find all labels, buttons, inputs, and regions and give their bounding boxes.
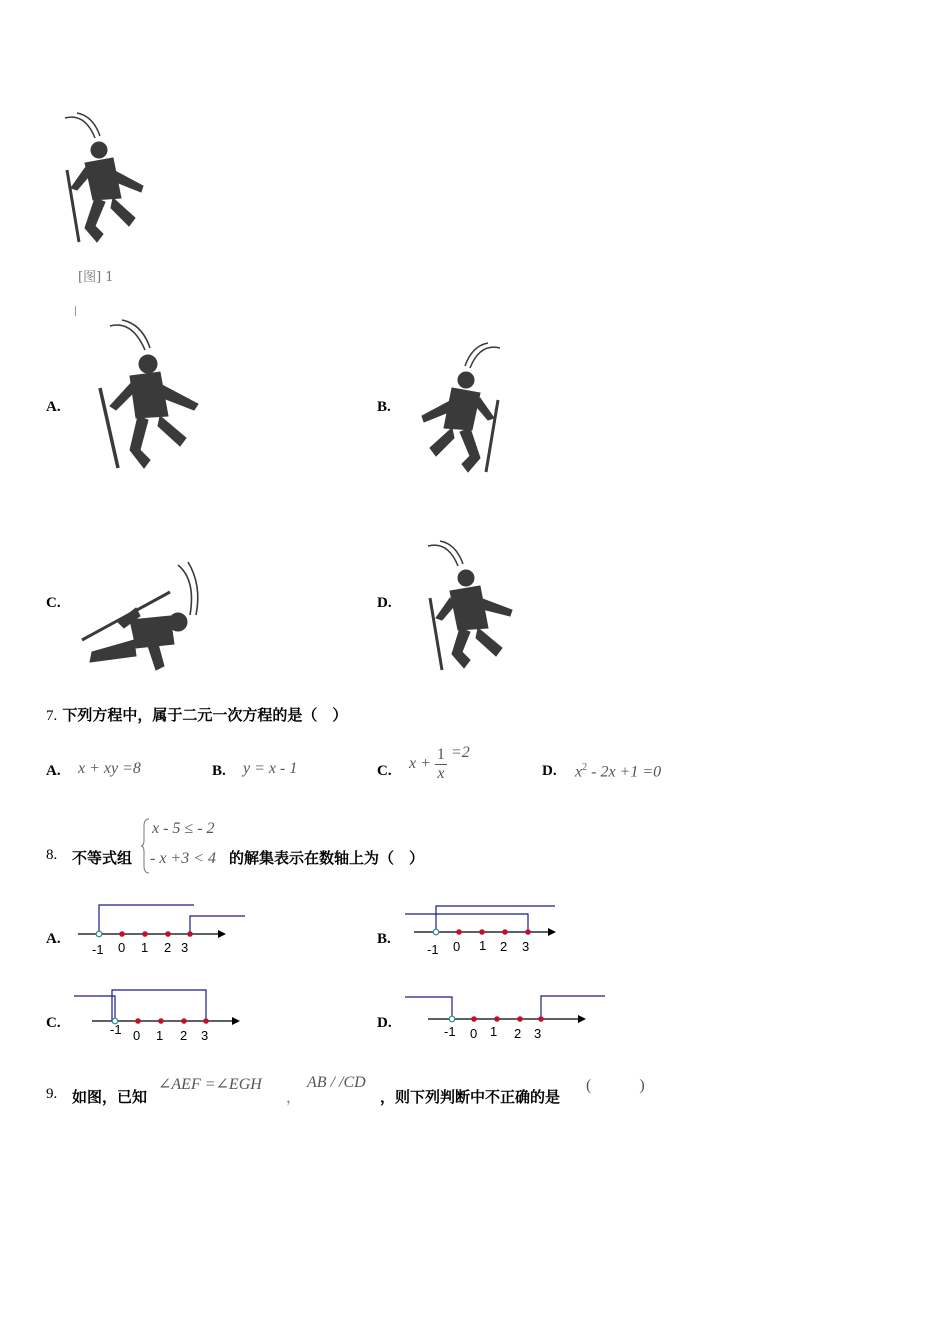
solid-point bbox=[165, 931, 171, 937]
solid-point bbox=[158, 1018, 164, 1024]
q8-option-b-label[interactable]: B. bbox=[377, 931, 391, 947]
q8-suffix: 的解集表示在数轴上为（ ） bbox=[229, 849, 425, 867]
solid-point bbox=[517, 1016, 523, 1022]
q9-suffix: ，则下列判断中不正确的是 bbox=[380, 1088, 561, 1106]
tick-label: 0 bbox=[453, 939, 461, 954]
q7-d-rest: - 2x +1 =0 bbox=[587, 763, 662, 781]
hollow-point bbox=[433, 929, 439, 935]
q7-option-a-equation[interactable]: x + xy =8 bbox=[78, 760, 141, 777]
q6-option-c-image[interactable] bbox=[78, 560, 203, 680]
q7-option-d-label[interactable]: D. bbox=[542, 763, 557, 779]
tick-label: -1 bbox=[444, 1024, 456, 1039]
q6-option-d-image[interactable] bbox=[418, 536, 518, 676]
q9-condition-parallel: AB / /CD bbox=[307, 1074, 366, 1091]
solution-bracket-right bbox=[112, 990, 206, 1021]
tick-label: -1 bbox=[110, 1022, 122, 1037]
q7-d-base: x bbox=[575, 763, 583, 781]
solution-bracket-right bbox=[436, 906, 555, 932]
solid-point bbox=[494, 1016, 500, 1022]
q8-option-d-number-line[interactable] bbox=[400, 984, 610, 1046]
q8-inequality-2: - x +3 < 4 bbox=[150, 850, 217, 867]
q7-d-exponent: 2 bbox=[582, 762, 588, 773]
q6-option-b-image[interactable] bbox=[410, 338, 510, 478]
solid-point bbox=[525, 929, 531, 935]
axis-arrow bbox=[218, 930, 226, 938]
solid-point bbox=[456, 929, 462, 935]
divider-mark bbox=[75, 306, 76, 316]
tick-label: 2 bbox=[500, 939, 508, 954]
q7-option-c-label[interactable]: C. bbox=[377, 763, 392, 779]
tick-label: 2 bbox=[164, 940, 172, 955]
tick-label: 1 bbox=[479, 938, 487, 953]
q8-option-b-number-line[interactable] bbox=[400, 898, 590, 960]
q7-c-fraction bbox=[435, 746, 447, 783]
q8-option-a-number-line[interactable] bbox=[70, 898, 260, 960]
tick-label: 1 bbox=[490, 1024, 498, 1039]
solid-point bbox=[181, 1018, 187, 1024]
solid-point bbox=[203, 1018, 209, 1024]
q6-option-a-image[interactable] bbox=[90, 318, 205, 473]
q8-inequality-1: x - 5 ≤ - 2 bbox=[152, 820, 215, 837]
q8-prefix: 不等式组 bbox=[72, 849, 133, 867]
tick-label: -1 bbox=[427, 942, 439, 957]
tick-label: 1 bbox=[141, 940, 149, 955]
q7-number: 7. bbox=[46, 708, 58, 724]
q8-option-a-label[interactable]: A. bbox=[46, 931, 61, 947]
q7-option-a-label[interactable]: A. bbox=[46, 763, 61, 779]
solid-point bbox=[142, 931, 148, 937]
solid-point bbox=[538, 1016, 544, 1022]
tick-label: 2 bbox=[180, 1028, 188, 1043]
q7-c-denominator: x bbox=[437, 765, 445, 782]
q8-option-c-label[interactable]: C. bbox=[46, 1015, 61, 1031]
q6-option-a-label[interactable]: A. bbox=[46, 399, 61, 415]
tick-label: 2 bbox=[514, 1026, 522, 1041]
solid-point bbox=[119, 931, 125, 937]
q8-option-c-number-line[interactable] bbox=[70, 984, 250, 1046]
q8-number: 8. bbox=[46, 847, 58, 863]
q8-system-brace bbox=[140, 818, 150, 874]
q7-c-numerator: 1 bbox=[436, 746, 445, 763]
tick-label: 3 bbox=[534, 1026, 542, 1041]
solid-point bbox=[187, 931, 193, 937]
figure-1-caption: [图] 1 bbox=[78, 270, 114, 285]
q8-option-d-label[interactable]: D. bbox=[377, 1015, 392, 1031]
solution-bracket-left bbox=[74, 996, 115, 1021]
figure-1-monkey-king-image bbox=[55, 108, 155, 248]
q7-stem: 下列方程中，属于二元一次方程的是（ ） bbox=[62, 706, 348, 724]
q7-c-rhs: =2 bbox=[450, 744, 470, 761]
axis-arrow bbox=[232, 1017, 240, 1025]
solution-bracket-left bbox=[405, 997, 452, 1019]
tick-label: 1 bbox=[156, 1028, 164, 1043]
tick-label: -1 bbox=[92, 942, 104, 957]
axis-arrow bbox=[578, 1015, 586, 1023]
hollow-point bbox=[449, 1016, 455, 1022]
tick-label: 3 bbox=[522, 939, 530, 954]
tick-label: 3 bbox=[181, 940, 189, 955]
q9-prefix: 如图，已知 bbox=[72, 1088, 148, 1106]
q9-number: 9. bbox=[46, 1086, 58, 1102]
axis-arrow bbox=[548, 928, 556, 936]
solid-point bbox=[135, 1018, 141, 1024]
solution-bracket-left bbox=[99, 905, 194, 934]
tick-label: 0 bbox=[470, 1026, 478, 1041]
q6-option-b-label[interactable]: B. bbox=[377, 399, 391, 415]
q9-separator: ， bbox=[286, 1088, 302, 1106]
q7-option-d-equation[interactable] bbox=[575, 762, 661, 781]
tick-label: 0 bbox=[118, 940, 126, 955]
solution-bracket-right bbox=[190, 916, 245, 934]
q9-condition-angle: ∠AEF =∠EGH bbox=[158, 1076, 262, 1093]
q6-option-d-label[interactable]: D. bbox=[377, 595, 392, 611]
q7-option-b-equation[interactable]: y = x - 1 bbox=[243, 760, 298, 777]
solid-point bbox=[502, 929, 508, 935]
solution-bracket-left bbox=[405, 914, 528, 932]
solid-point bbox=[479, 929, 485, 935]
solid-point bbox=[471, 1016, 477, 1022]
q7-question bbox=[46, 704, 347, 725]
tick-label: 3 bbox=[201, 1028, 209, 1043]
tick-label: 0 bbox=[133, 1028, 141, 1043]
solution-bracket-right bbox=[541, 996, 605, 1019]
hollow-point bbox=[96, 931, 102, 937]
q7-option-b-label[interactable]: B. bbox=[212, 763, 226, 779]
q7-c-lhs: x + bbox=[409, 755, 431, 773]
q7-option-c-equation[interactable] bbox=[409, 746, 470, 783]
q6-option-c-label[interactable]: C. bbox=[46, 595, 61, 611]
q9-answer-paren: ( ) bbox=[586, 1077, 645, 1094]
